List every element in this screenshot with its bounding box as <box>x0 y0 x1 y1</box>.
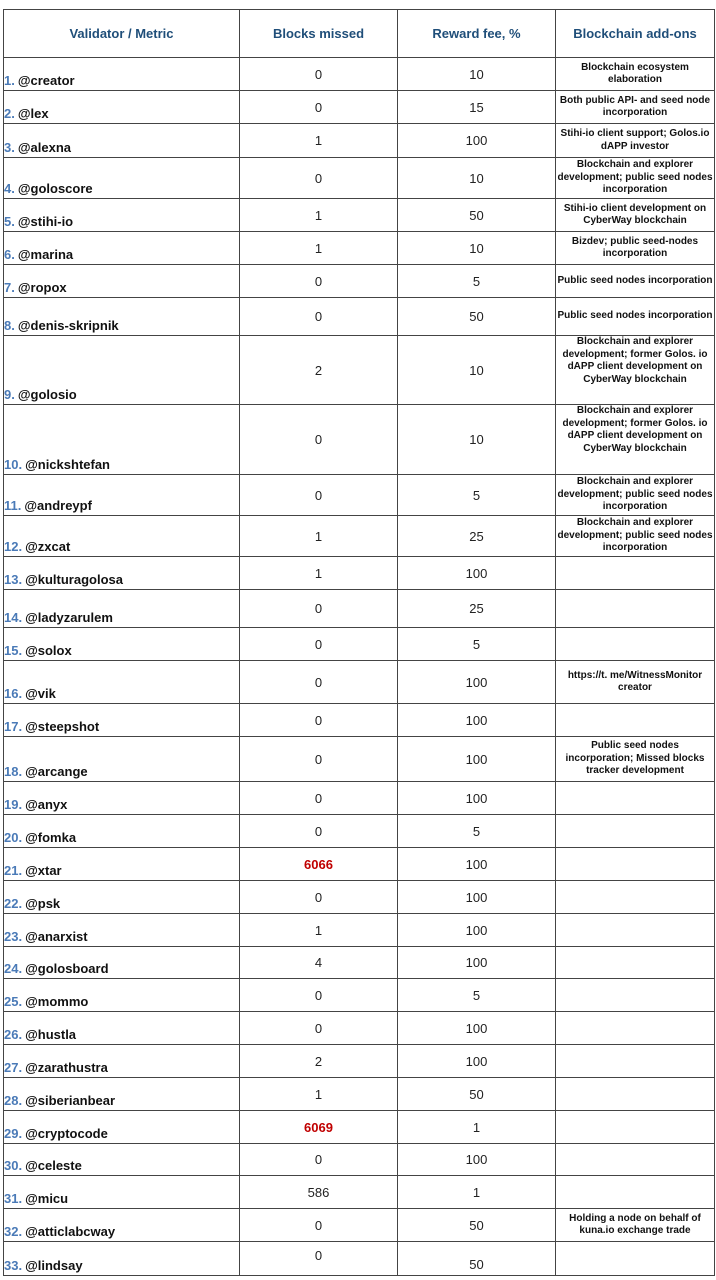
addons-cell: Public seed nodes incorporation <box>556 298 715 336</box>
blocks-missed-cell: 0 <box>240 979 398 1012</box>
validator-name: @fomka <box>25 830 77 845</box>
blocks-missed-cell: 0 <box>240 737 398 782</box>
row-index: 9. <box>4 387 15 402</box>
row-index: 24. <box>4 961 23 976</box>
table-row <box>4 782 715 815</box>
validator-name: @andreypf <box>24 498 92 513</box>
validator-name: @alexna <box>17 140 71 155</box>
validator-cell <box>4 1078 240 1111</box>
row-index: 2. <box>4 106 15 121</box>
addons-cell <box>556 1045 715 1078</box>
validator-cell <box>4 782 240 815</box>
validator-cell <box>4 265 240 298</box>
blocks-missed-cell: 0 <box>240 405 398 475</box>
addons-cell: Blockchain and explorer development; public seed nodes incorporation <box>556 516 715 557</box>
row-index: 14. <box>4 610 23 625</box>
addons-cell: Public seed nodes incorporation; Missed blocks tracker development <box>556 737 715 782</box>
reward-fee-cell: 10 <box>398 336 556 405</box>
row-index: 20. <box>4 830 23 845</box>
reward-fee-cell: 100 <box>398 1045 556 1078</box>
blocks-missed-cell: 6066 <box>240 848 398 881</box>
reward-fee-cell: 100 <box>398 914 556 947</box>
blocks-missed-cell: 0 <box>240 298 398 336</box>
reward-fee-cell: 100 <box>398 782 556 815</box>
validator-name: @golosboard <box>25 961 109 976</box>
validator-cell <box>4 1111 240 1144</box>
reward-fee-cell: 5 <box>398 475 556 516</box>
table-row <box>4 1111 715 1144</box>
addons-cell: Bizdev; public seed-nodes incorporation <box>556 232 715 265</box>
blocks-missed-cell: 1 <box>240 914 398 947</box>
row-index: 10. <box>4 457 23 472</box>
reward-fee-cell: 50 <box>398 1078 556 1111</box>
reward-fee-cell: 5 <box>398 815 556 848</box>
blocks-missed-cell: 1 <box>240 124 398 158</box>
validator-cell <box>4 737 240 782</box>
validator-name: @hustla <box>25 1027 77 1042</box>
reward-fee-cell: 100 <box>398 1012 556 1045</box>
validator-cell <box>4 1045 240 1078</box>
blocks-missed-cell: 0 <box>240 58 398 91</box>
row-index: 5. <box>4 214 15 229</box>
validator-name: @xtar <box>25 863 62 878</box>
blocks-missed-cell: 0 <box>240 782 398 815</box>
row-index: 27. <box>4 1060 23 1075</box>
validator-name: @mommo <box>25 994 89 1009</box>
validator-cell <box>4 298 240 336</box>
table-row <box>4 199 715 232</box>
table-row <box>4 405 715 475</box>
reward-fee-cell: 100 <box>398 881 556 914</box>
addons-cell <box>556 979 715 1012</box>
addons-cell: Blockchain ecosystem elaboration <box>556 58 715 91</box>
blocks-missed-cell: 2 <box>240 336 398 405</box>
row-index: 26. <box>4 1027 23 1042</box>
table-row <box>4 815 715 848</box>
row-index: 23. <box>4 929 23 944</box>
validator-name: @kulturagolosa <box>25 572 123 587</box>
reward-fee-cell: 10 <box>398 158 556 199</box>
header-addons: Blockchain add-ons <box>556 10 715 58</box>
validator-cell <box>4 516 240 557</box>
table-row <box>4 58 715 91</box>
validators-table <box>3 9 715 1276</box>
table-row <box>4 298 715 336</box>
validator-cell <box>4 405 240 475</box>
blocks-missed-cell: 1 <box>240 557 398 590</box>
validator-cell <box>4 124 240 158</box>
table-row <box>4 979 715 1012</box>
row-index: 32. <box>4 1224 23 1239</box>
validator-name: @celeste <box>25 1158 82 1173</box>
addons-cell <box>556 848 715 881</box>
blocks-missed-cell: 586 <box>240 1176 398 1209</box>
table-row <box>4 914 715 947</box>
addons-cell: Blockchain and explorer development; former Golos. io dAPP client development on CyberWay blockchain <box>556 336 715 405</box>
validator-cell <box>4 947 240 979</box>
validator-name: @goloscore <box>17 181 93 196</box>
blocks-missed-cell: 0 <box>240 1242 398 1276</box>
blocks-missed-cell: 1 <box>240 232 398 265</box>
validator-cell <box>4 628 240 661</box>
reward-fee-cell: 15 <box>398 91 556 124</box>
table-row <box>4 1144 715 1176</box>
validator-cell <box>4 848 240 881</box>
table-row <box>4 124 715 158</box>
reward-fee-cell: 100 <box>398 737 556 782</box>
validator-name: @arcange <box>25 764 88 779</box>
reward-fee-cell: 100 <box>398 704 556 737</box>
table-row <box>4 628 715 661</box>
reward-fee-cell: 5 <box>398 628 556 661</box>
addons-cell: Blockchain and explorer development; public seed nodes incorporation <box>556 158 715 199</box>
validator-cell <box>4 704 240 737</box>
addons-cell <box>556 914 715 947</box>
table-row <box>4 1078 715 1111</box>
addons-cell <box>556 1176 715 1209</box>
blocks-missed-cell: 0 <box>240 158 398 199</box>
reward-fee-cell: 5 <box>398 979 556 1012</box>
validator-cell <box>4 661 240 704</box>
addons-cell: Holding a node on behalf of kuna.io exchange trade <box>556 1209 715 1242</box>
blocks-missed-cell: 0 <box>240 704 398 737</box>
validator-cell <box>4 91 240 124</box>
reward-fee-cell: 100 <box>398 661 556 704</box>
reward-fee-cell: 10 <box>398 232 556 265</box>
reward-fee-cell: 1 <box>398 1176 556 1209</box>
table-row <box>4 336 715 405</box>
addons-cell: Both public API- and seed node incorporation <box>556 91 715 124</box>
addons-cell: https://t. me/WitnessMonitor creator <box>556 661 715 704</box>
table-row <box>4 1045 715 1078</box>
row-index: 13. <box>4 572 23 587</box>
row-index: 31. <box>4 1191 23 1206</box>
validator-cell <box>4 979 240 1012</box>
addons-cell <box>556 1012 715 1045</box>
validator-name: @anyx <box>25 797 68 812</box>
validator-cell <box>4 557 240 590</box>
table-row <box>4 704 715 737</box>
row-index: 22. <box>4 896 23 911</box>
blocks-missed-cell: 0 <box>240 265 398 298</box>
blocks-missed-cell: 0 <box>240 1209 398 1242</box>
header-row <box>4 10 715 58</box>
header-reward-fee: Reward fee, % <box>398 10 556 58</box>
table-row <box>4 1012 715 1045</box>
validator-name: @cryptocode <box>25 1126 108 1141</box>
table-row <box>4 881 715 914</box>
addons-cell: Blockchain and explorer development; former Golos. io dAPP client development on CyberWay blockchain <box>556 405 715 475</box>
validator-cell <box>4 475 240 516</box>
validator-cell <box>4 1012 240 1045</box>
reward-fee-cell: 10 <box>398 405 556 475</box>
validator-cell <box>4 232 240 265</box>
blocks-missed-cell: 0 <box>240 881 398 914</box>
validator-name: @marina <box>17 247 74 262</box>
reward-fee-cell: 100 <box>398 1144 556 1176</box>
validator-name: @ladyzarulem <box>25 610 113 625</box>
addons-cell <box>556 590 715 628</box>
reward-fee-cell: 1 <box>398 1111 556 1144</box>
validator-name: @creator <box>17 73 75 88</box>
blocks-missed-cell: 1 <box>240 199 398 232</box>
validator-cell <box>4 1242 240 1276</box>
blocks-missed-cell: 0 <box>240 475 398 516</box>
validator-cell <box>4 590 240 628</box>
addons-cell <box>556 704 715 737</box>
row-index: 21. <box>4 863 23 878</box>
validator-name: @micu <box>25 1191 69 1206</box>
addons-cell <box>556 815 715 848</box>
validator-name: @zxcat <box>25 539 71 554</box>
row-index: 4. <box>4 181 15 196</box>
reward-fee-cell: 100 <box>398 947 556 979</box>
table-row <box>4 1242 715 1276</box>
addons-cell <box>556 628 715 661</box>
row-index: 7. <box>4 280 15 295</box>
table-row <box>4 848 715 881</box>
blocks-missed-cell: 6069 <box>240 1111 398 1144</box>
table-row <box>4 1176 715 1209</box>
validator-cell <box>4 58 240 91</box>
reward-fee-cell: 100 <box>398 848 556 881</box>
validator-cell <box>4 1144 240 1176</box>
validator-name: @anarxist <box>25 929 88 944</box>
row-index: 17. <box>4 719 23 734</box>
blocks-missed-cell: 1 <box>240 516 398 557</box>
row-index: 11. <box>4 498 22 513</box>
blocks-missed-cell: 0 <box>240 590 398 628</box>
blocks-missed-cell: 0 <box>240 661 398 704</box>
reward-fee-cell: 5 <box>398 265 556 298</box>
validator-cell <box>4 1209 240 1242</box>
row-index: 12. <box>4 539 23 554</box>
reward-fee-cell: 50 <box>398 1209 556 1242</box>
validator-name: @denis-skripnik <box>17 318 119 333</box>
addons-cell <box>556 1078 715 1111</box>
table-row <box>4 557 715 590</box>
reward-fee-cell: 50 <box>398 199 556 232</box>
addons-cell <box>556 782 715 815</box>
validator-name: @nickshtefan <box>25 457 110 472</box>
addons-cell <box>556 947 715 979</box>
addons-cell <box>556 1242 715 1276</box>
reward-fee-cell: 100 <box>398 124 556 158</box>
addons-cell: Stihi-io client support; Golos.io dAPP investor <box>556 124 715 158</box>
validator-name: @ropox <box>17 280 67 295</box>
validator-name: @solox <box>25 643 72 658</box>
validator-cell <box>4 199 240 232</box>
blocks-missed-cell: 0 <box>240 91 398 124</box>
table-row <box>4 232 715 265</box>
validator-cell <box>4 881 240 914</box>
table-row <box>4 158 715 199</box>
validator-name: @vik <box>25 686 56 701</box>
validator-name: @golosio <box>17 387 77 402</box>
header-validator: Validator / Metric <box>4 10 240 58</box>
addons-cell: Stihi-io client development on CyberWay blockchain <box>556 199 715 232</box>
row-index: 6. <box>4 247 15 262</box>
addons-cell: Blockchain and explorer development; public seed nodes incorporation <box>556 475 715 516</box>
row-index: 33. <box>4 1258 23 1273</box>
table-row <box>4 265 715 298</box>
row-index: 19. <box>4 797 23 812</box>
reward-fee-cell: 25 <box>398 590 556 628</box>
row-index: 15. <box>4 643 23 658</box>
row-index: 16. <box>4 686 23 701</box>
validator-name: @atticlabcway <box>25 1224 116 1239</box>
validator-cell <box>4 1176 240 1209</box>
validator-name: @psk <box>25 896 61 911</box>
row-index: 8. <box>4 318 15 333</box>
row-index: 25. <box>4 994 23 1009</box>
blocks-missed-cell: 0 <box>240 1012 398 1045</box>
validator-name: @lindsay <box>25 1258 83 1273</box>
header-blocks-missed: Blocks missed <box>240 10 398 58</box>
validator-name: @stihi-io <box>17 214 74 229</box>
addons-cell <box>556 557 715 590</box>
validator-name: @steepshot <box>25 719 100 734</box>
table-row <box>4 661 715 704</box>
reward-fee-cell: 10 <box>398 58 556 91</box>
table-row <box>4 475 715 516</box>
reward-fee-cell: 50 <box>398 298 556 336</box>
addons-cell: Public seed nodes incorporation <box>556 265 715 298</box>
row-index: 1. <box>4 73 15 88</box>
row-index: 29. <box>4 1126 23 1141</box>
blocks-missed-cell: 0 <box>240 1144 398 1176</box>
reward-fee-cell: 50 <box>398 1242 556 1276</box>
validator-name: @lex <box>17 106 49 121</box>
table-row <box>4 947 715 979</box>
row-index: 18. <box>4 764 23 779</box>
validator-cell <box>4 914 240 947</box>
blocks-missed-cell: 0 <box>240 628 398 661</box>
table-row <box>4 91 715 124</box>
addons-cell <box>556 1111 715 1144</box>
blocks-missed-cell: 1 <box>240 1078 398 1111</box>
blocks-missed-cell: 2 <box>240 1045 398 1078</box>
validator-cell <box>4 158 240 199</box>
blocks-missed-cell: 4 <box>240 947 398 979</box>
table-row <box>4 516 715 557</box>
validator-cell <box>4 815 240 848</box>
addons-cell <box>556 1144 715 1176</box>
blocks-missed-cell: 0 <box>240 815 398 848</box>
row-index: 3. <box>4 140 15 155</box>
table-row <box>4 590 715 628</box>
row-index: 30. <box>4 1158 23 1173</box>
table-row <box>4 737 715 782</box>
table-row <box>4 1209 715 1242</box>
reward-fee-cell: 100 <box>398 557 556 590</box>
validator-name: @siberianbear <box>25 1093 116 1108</box>
validator-name: @zarathustra <box>25 1060 108 1075</box>
validator-cell <box>4 336 240 405</box>
addons-cell <box>556 881 715 914</box>
row-index: 28. <box>4 1093 23 1108</box>
reward-fee-cell: 25 <box>398 516 556 557</box>
